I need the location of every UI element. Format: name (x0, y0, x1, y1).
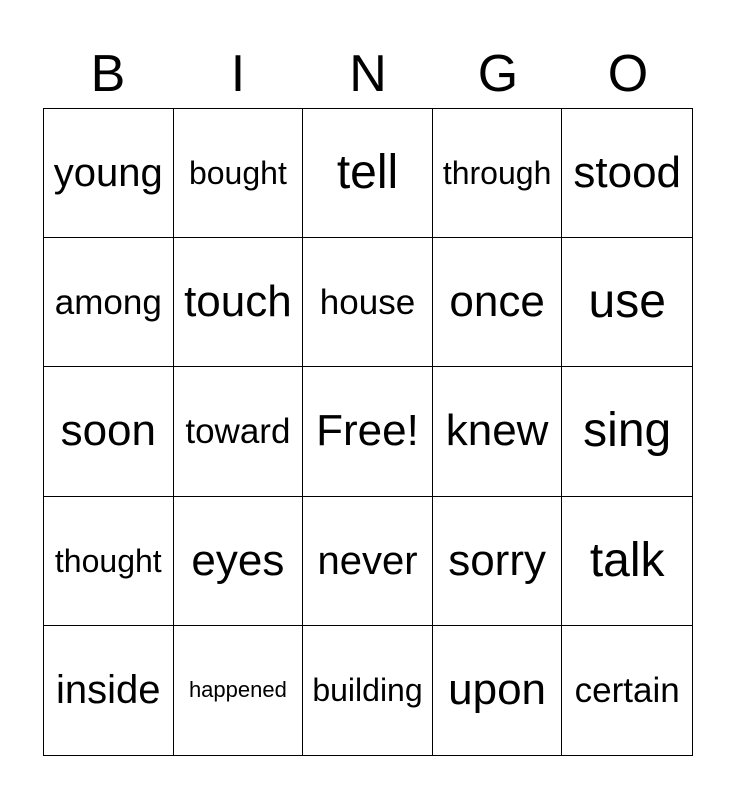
header-letter-g: G (477, 45, 519, 103)
bingo-cell[interactable]: touch (174, 238, 304, 367)
bingo-cell[interactable]: house (303, 238, 433, 367)
bingo-cell[interactable]: bought (174, 109, 304, 238)
bingo-cell[interactable]: inside (44, 626, 174, 755)
bingo-cell[interactable]: eyes (174, 497, 304, 626)
header-letter-b: B (90, 45, 126, 103)
bingo-cell[interactable]: building (303, 626, 433, 755)
header-letter-n: N (349, 45, 387, 103)
bingo-cell[interactable]: talk (562, 497, 692, 626)
bingo-cell[interactable]: certain (574, 670, 680, 710)
bingo-cell[interactable]: sing (562, 367, 692, 496)
bingo-cell[interactable]: stood (562, 109, 692, 238)
bingo-cell[interactable]: toward (174, 367, 304, 496)
header-letter-o: O (607, 45, 649, 103)
bingo-header (43, 40, 693, 108)
bingo-cell[interactable]: young (44, 109, 174, 238)
bingo-cell[interactable]: happened (174, 626, 304, 755)
bingo-cell[interactable]: use (562, 238, 692, 367)
bingo-cell[interactable]: soon (44, 367, 174, 496)
bingo-cell[interactable]: knew (433, 367, 563, 496)
bingo-cell free-space[interactable]: Free! (303, 367, 433, 496)
bingo-cell[interactable]: thought (44, 497, 174, 626)
header-letter-i: I (230, 45, 246, 103)
bingo-board (43, 108, 693, 756)
bingo-cell[interactable]: sorry (433, 497, 563, 626)
bingo-cell[interactable]: among (44, 238, 174, 367)
bingo-cell[interactable]: never (303, 497, 433, 626)
bingo-cell[interactable]: once (433, 238, 563, 367)
bingo-cell[interactable]: upon (433, 626, 563, 755)
bingo-cell[interactable]: through (433, 109, 563, 238)
bingo-cell[interactable]: tell (303, 109, 433, 238)
